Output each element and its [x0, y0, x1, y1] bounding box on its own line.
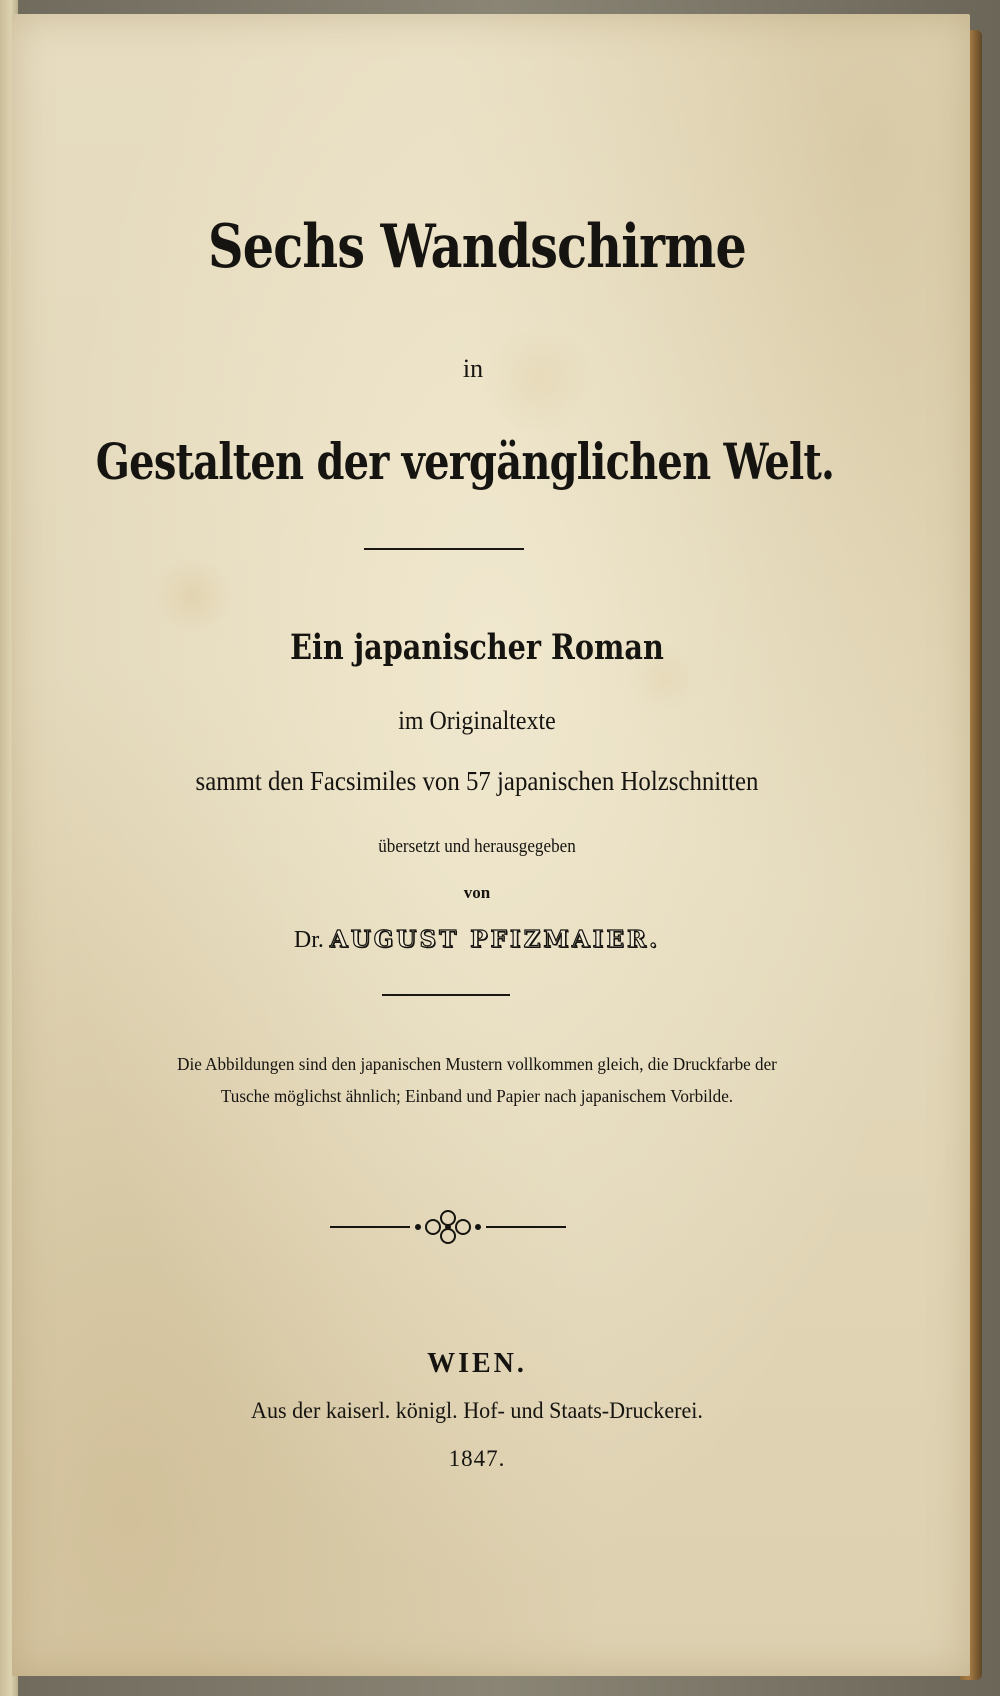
publication-city: WIEN. [427, 1348, 527, 1379]
printer-line: Aus der kaiserl. königl. Hof- und Staats-Druckerei. [251, 1398, 703, 1423]
book-title: Sechs Wandschirme [208, 212, 746, 282]
divider-rule-2 [382, 994, 510, 996]
author-line [0, 926, 956, 954]
illustration-note-line-1: Die Abbildungen sind den japanischen Mustern vollkommen gleich, die Druckfarbe der [177, 1054, 777, 1074]
by-line: von [463, 883, 491, 902]
publication-year: 1847. [448, 1446, 506, 1471]
book-subtitle: Gestalten der vergänglichen Welt. [95, 432, 835, 491]
author-prefix: Dr. [293, 927, 324, 953]
original-text-line: im Originaltexte [398, 706, 556, 735]
ornament-flourish-icon [330, 1210, 566, 1244]
title-page [12, 14, 970, 1676]
facsimiles-line: sammt den Facsimiles von 57 japanischen Holzschnitten [195, 766, 759, 796]
title-connector: in [462, 354, 484, 383]
genre-line: Ein japanischer Roman [290, 627, 664, 668]
divider-rule [364, 548, 524, 550]
author-name: AUGUST PFIZMAIER. [329, 926, 661, 953]
translated-line: übersetzt und herausgegeben [378, 836, 576, 857]
illustration-note-line-2: Tusche möglichst ähnlich; Einband und Papier nach japanischem Vorbilde. [220, 1086, 734, 1106]
